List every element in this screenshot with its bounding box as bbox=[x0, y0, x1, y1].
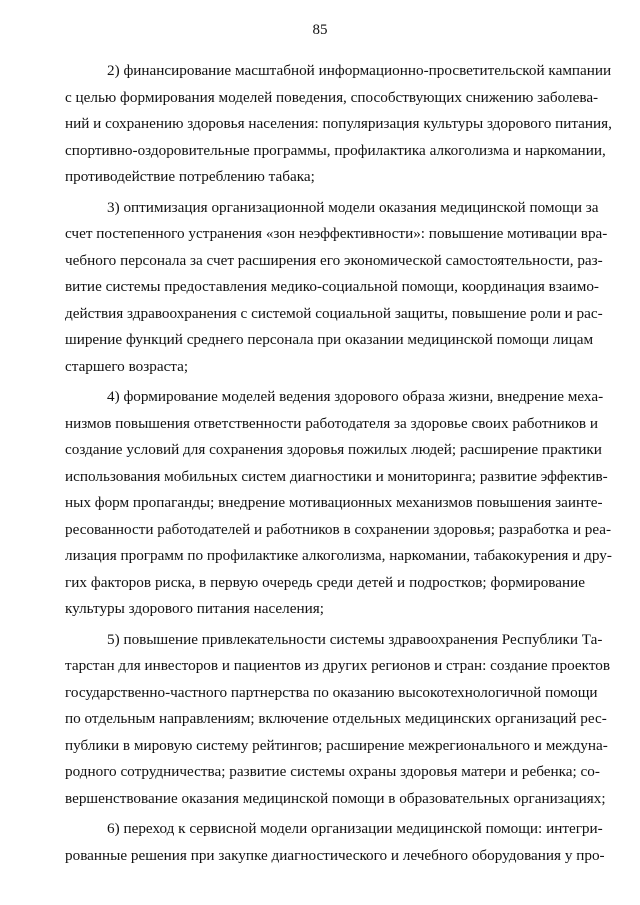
text-line: чебного персонала за счет расширения его экономической самостоятельности, раз- bbox=[65, 251, 603, 269]
text-line: использования мобильных систем диагностики и мониторинга; развитие эффектив- bbox=[65, 467, 608, 485]
text-line: счет постепенного устранения «зон неэффективности»: повышение мотивации вра- bbox=[65, 225, 608, 242]
paragraph-item-5 bbox=[65, 627, 611, 813]
text-line: 5) повышение привлекательности системы здравоохранения Республики Та- bbox=[107, 630, 603, 648]
paragraph-item-3 bbox=[65, 195, 608, 381]
text-line: ний и сохранению здоровья населения: популяризация культуры здорового питания, bbox=[65, 115, 612, 132]
text-line: с целью формирования моделей поведения, способствующих снижению заболева- bbox=[65, 88, 599, 106]
text-line: 3) оптимизация организационной модели оказания медицинской помощи за bbox=[107, 198, 599, 216]
text-line: гих факторов риска, в первую очередь среди детей и подростков; формирование bbox=[65, 573, 585, 591]
text-line: действия здравоохранения с системой социальной защиты, повышение роли и рас- bbox=[65, 304, 603, 322]
text-line: вершенствование оказания медицинской помощи в образовательных организациях; bbox=[65, 789, 606, 807]
text-line: 4) формирование моделей ведения здорового образа жизни, внедрение меха- bbox=[107, 388, 604, 405]
text-line: 2) финансирование масштабной информационно-просветительской кампании bbox=[107, 62, 612, 79]
document-body bbox=[65, 58, 612, 869]
text-line: противодействие потреблению табака; bbox=[65, 168, 315, 185]
text-line: 6) переход к сервисной модели организации медицинской помощи: интегри- bbox=[107, 820, 603, 837]
text-line: ных форм пропаганды; внедрение мотивационных механизмов повышения заинте- bbox=[65, 494, 603, 511]
text-line: спортивно-оздоровительные программы, профилактика алкоголизма и наркомании, bbox=[65, 141, 606, 159]
text-line: публики в мировую систему рейтингов; расширение межрегионального и междуна- bbox=[65, 736, 608, 754]
text-line: родного сотрудничества; развитие системы охраны здоровья матери и ребенка; со- bbox=[65, 763, 600, 780]
text-line: ресованности работодателей и работников в сохранении здоровья; разработка и реа- bbox=[65, 520, 612, 538]
text-line: низмов повышения ответственности работодателя за здоровье своих работников и bbox=[65, 414, 599, 432]
text-line: тарстан для инвесторов и пациентов из других регионов и стран: создание проектов bbox=[65, 657, 611, 674]
text-line: культуры здорового питания населения; bbox=[65, 600, 324, 617]
paragraph-item-2 bbox=[65, 58, 612, 191]
paragraph-item-6 bbox=[65, 816, 605, 869]
text-line: витие системы предоставления медико-социальной помощи, координация взаимо- bbox=[65, 278, 599, 295]
text-line: государственно-частного партнерства по оказанию высокотехнологичной помощи bbox=[65, 683, 598, 701]
text-line: создание условий для сохранения здоровья пожилых людей; расширение практики bbox=[65, 441, 602, 458]
paragraph-item-4 bbox=[65, 384, 612, 623]
text-line: рованные решения при закупке диагностического и лечебного оборудования у про- bbox=[65, 846, 605, 864]
text-line: ширение функций среднего персонала при оказании медицинской помощи лицам bbox=[65, 331, 594, 348]
text-line: по отдельным направлениям; включение отдельных медицинских организаций рес- bbox=[65, 710, 607, 727]
text-line: старшего возраста; bbox=[65, 357, 189, 375]
text-line: лизация программ по профилактике алкоголизма, наркомании, табакокурения и дру- bbox=[65, 547, 612, 564]
page-number: 85 bbox=[312, 22, 328, 38]
